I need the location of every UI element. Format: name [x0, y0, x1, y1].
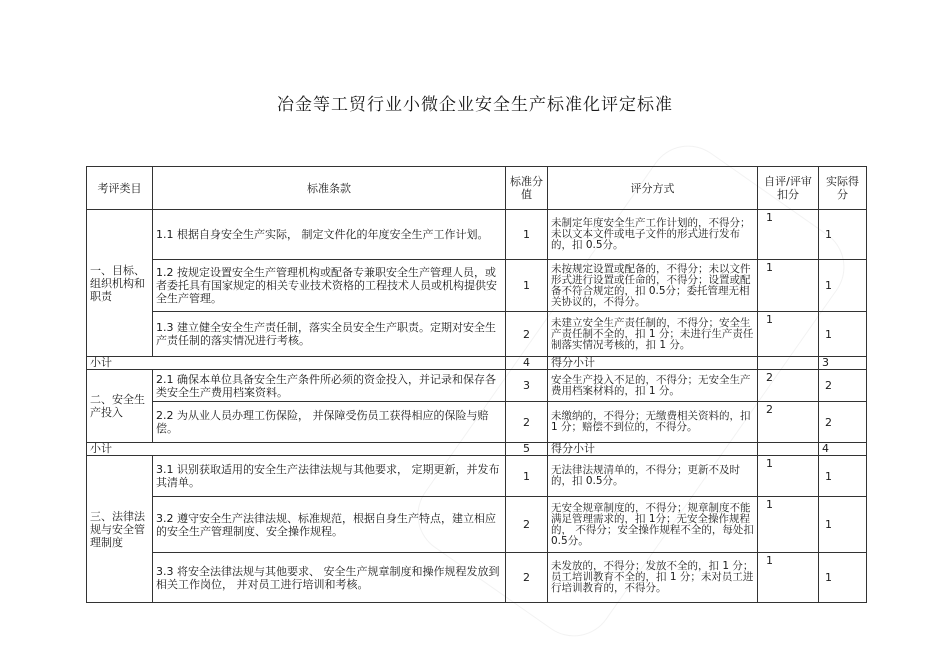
table-row [87, 456, 867, 497]
evaluation-table [86, 166, 867, 603]
score-cell: 3 [506, 370, 548, 402]
header-row [87, 167, 867, 210]
self-score-cell: 1 [758, 312, 819, 357]
self-score-cell: 1 [758, 456, 819, 497]
standard-cell: 2.1 确保本单位具备安全生产条件所必须的资金投入，并记录和保存各类安全生产费用档案资料。 [153, 370, 506, 402]
score-cell: 2 [506, 553, 548, 603]
standard-cell: 3.3 将安全法律法规与其他要求、 安全生产规章制度和操作规程发放到相关工作岗位， 并对员工进行培训和考核。 [153, 553, 506, 603]
category-cell: 二、安全生产投入 [87, 370, 153, 443]
header-category: 考评类目 [87, 167, 153, 210]
standard-cell: 1.1 根据自身安全生产实际， 制定文件化的年度安全生产工作计划。 [153, 210, 506, 260]
actual-score-cell: 2 [819, 402, 867, 443]
table-row [87, 553, 867, 603]
self-score-cell: 1 [758, 210, 819, 260]
method-cell: 未按规定设置或配备的，不得分；未以文件形式进行设置或任命的，不得分；设置或配备不符合规定的，扣 0.5分；委托管理无相关协议的，不得分。 [548, 260, 758, 312]
subtotal-self [758, 357, 819, 370]
subtotal-actual: 4 [819, 443, 867, 456]
header-method: 评分方式 [548, 167, 758, 210]
header-standard: 标准条款 [153, 167, 506, 210]
self-score-cell: 2 [758, 402, 819, 443]
standard-cell: 3.1 识别获取适用的安全生产法律法规与其他要求， 定期更新，并发布其清单。 [153, 456, 506, 497]
actual-score-cell: 2 [819, 370, 867, 402]
subtotal-row [87, 443, 867, 456]
actual-score-cell: 1 [819, 553, 867, 603]
actual-score-cell: 1 [819, 312, 867, 357]
subtotal-score: 5 [506, 443, 548, 456]
self-score-cell: 1 [758, 497, 819, 553]
table-row [87, 210, 867, 260]
subtotal-method: 得分小计 [548, 443, 758, 456]
subtotal-score: 4 [506, 357, 548, 370]
method-cell: 未缴纳的，不得分；无缴费相关资料的，扣 1 分；赔偿不到位的，不得分。 [548, 402, 758, 443]
score-cell: 1 [506, 210, 548, 260]
standard-cell: 2.2 为从业人员办理工伤保险， 并保障受伤员工获得相应的保险与赔偿。 [153, 402, 506, 443]
actual-score-cell: 1 [819, 260, 867, 312]
actual-score-cell: 1 [819, 456, 867, 497]
subtotal-label: 小计 [87, 357, 506, 370]
subtotal-row [87, 357, 867, 370]
table-row [87, 260, 867, 312]
page-title: 冶金等工贸行业小微企业安全生产标准化评定标准 [277, 95, 673, 115]
header-actual: 实际得分 [819, 167, 867, 210]
header-self: 自评/评审扣分 [758, 167, 819, 210]
table-row [87, 312, 867, 357]
subtotal-label: 小计 [87, 443, 506, 456]
standard-cell: 1.3 建立健全安全生产责任制，落实全员安全生产职责。定期对安全生产责任制的落实情况进行考核。 [153, 312, 506, 357]
category-cell: 三、法律法规与安全管理制度 [87, 456, 153, 603]
self-score-cell: 1 [758, 553, 819, 603]
method-cell: 无安全规章制度的，不得分；规章制度不能满足管理需求的，扣 1分；无安全操作规程的， 不得分；安全操作规程不全的，每处扣 0.5分。 [548, 497, 758, 553]
method-cell: 未制定年度安全生产工作计划的，不得分；未以文本文件或电子文件的形式进行发布的，扣 0.5分。 [548, 210, 758, 260]
method-cell: 无法律法规清单的，不得分；更新不及时的，扣 0.5分。 [548, 456, 758, 497]
category-cell: 一、目标、组织机构和职责 [87, 210, 153, 357]
header-score: 标准分值 [506, 167, 548, 210]
score-cell: 1 [506, 456, 548, 497]
subtotal-self [758, 443, 819, 456]
actual-score-cell: 1 [819, 497, 867, 553]
score-cell: 1 [506, 260, 548, 312]
subtotal-actual: 3 [819, 357, 867, 370]
table-row [87, 402, 867, 443]
table-row [87, 497, 867, 553]
method-cell: 未发放的，不得分；发放不全的，扣 1 分；员工培训教育不全的，扣 1 分；未对员工进行培训教育的，不得分。 [548, 553, 758, 603]
score-cell: 2 [506, 312, 548, 357]
subtotal-method: 得分小计 [548, 357, 758, 370]
score-cell: 2 [506, 402, 548, 443]
standard-cell: 3.2 遵守安全生产法律法规、标准规范，根据自身生产特点，建立相应的安全生产管理制度、安全操作规程。 [153, 497, 506, 553]
method-cell: 安全生产投入不足的，不得分；无安全生产费用档案材料的，扣 1 分。 [548, 370, 758, 402]
self-score-cell: 1 [758, 260, 819, 312]
standard-cell: 1.2 按规定设置安全生产管理机构或配备专兼职安全生产管理人员，或者委托具有国家规定的相关专业技术资格的工程技术人员或机构提供安全生产管理。 [153, 260, 506, 312]
table-row [87, 370, 867, 402]
actual-score-cell: 1 [819, 210, 867, 260]
self-score-cell: 2 [758, 370, 819, 402]
method-cell: 未建立安全生产责任制的，不得分；安全生产责任制不全的，扣 1 分；未进行生产责任制落实情况考核的，扣 1 分。 [548, 312, 758, 357]
score-cell: 2 [506, 497, 548, 553]
